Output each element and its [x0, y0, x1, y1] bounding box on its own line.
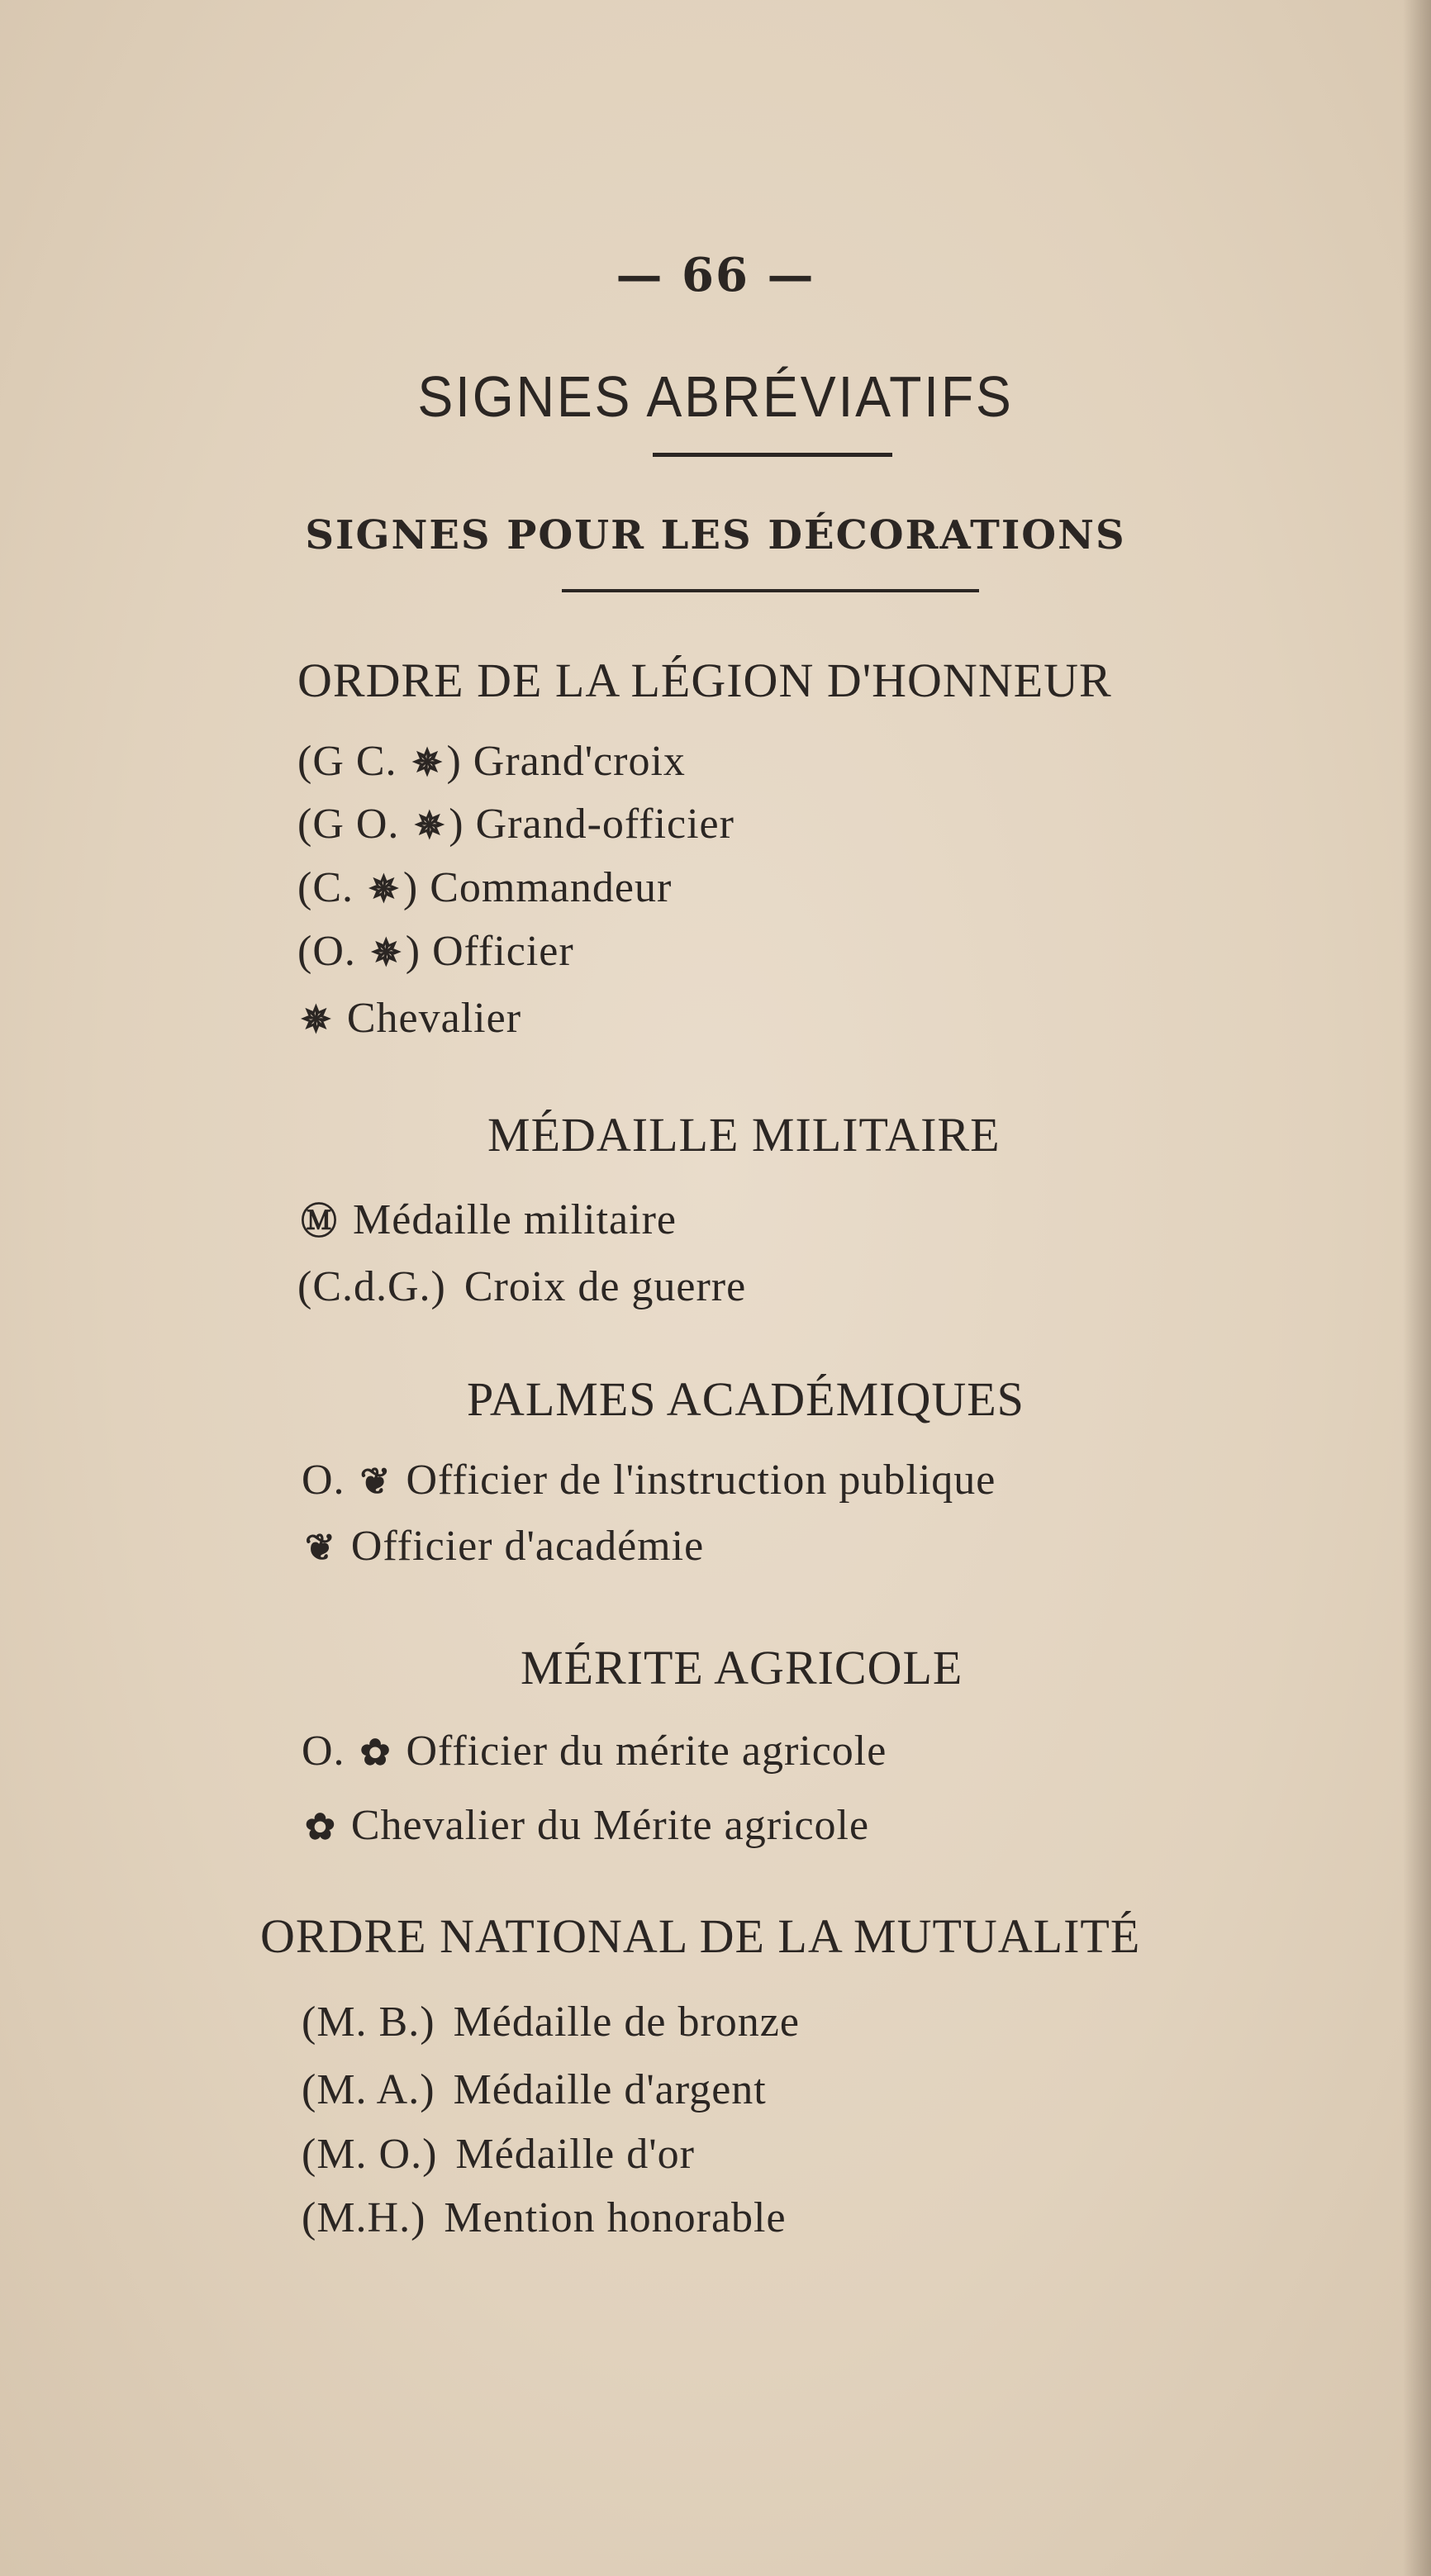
heading-palmes-academiques: PALMES ACADÉMIQUES: [467, 1372, 1025, 1426]
entry-label: Médaille d'or: [455, 2131, 695, 2178]
entry-label: Mention honorable: [444, 2194, 787, 2241]
legion-cross-icon: ✵: [368, 869, 400, 910]
entry-abbr: (G O.: [297, 801, 411, 848]
heading-legion-honneur: ORDRE DE LA LÉGION D'HONNEUR: [297, 654, 1112, 707]
entry-chevalier-merite: [302, 1801, 869, 1850]
entry-label: Croix de guerre: [464, 1263, 747, 1310]
heading-medaille-militaire: MÉDAILLE MILITAIRE: [487, 1108, 1001, 1162]
section-subtitle: SIGNES POUR LES DÉCORATIONS: [305, 512, 1126, 558]
entry-grand-croix: [297, 737, 686, 786]
entry-abbr: (M.H.): [302, 2194, 426, 2241]
entry-abbr: (M. O.): [302, 2131, 438, 2178]
agricultural-merit-icon: ✿: [359, 1732, 392, 1773]
entry-label: Médaille de bronze: [453, 1999, 800, 2046]
entry-label: Chevalier: [346, 995, 522, 1042]
entry-label: Chevalier du Mérite agricole: [350, 1802, 870, 1849]
legion-cross-icon: ✵: [411, 743, 444, 783]
entry-officier-merite: [302, 1727, 887, 1775]
entry-label: Grand-officier: [475, 801, 735, 848]
entry-label: Médaille militaire: [353, 1196, 677, 1243]
legion-cross-icon: ✵: [414, 806, 446, 846]
entry-label: Grand'croix: [473, 738, 686, 785]
entry-abbr: (G C.: [297, 738, 409, 785]
entry-abbr: (M. A.): [302, 2066, 435, 2113]
entry-label: Officier: [432, 928, 574, 975]
entry-abbr-close: ): [402, 864, 419, 911]
legion-cross-icon: ✵: [301, 1000, 332, 1040]
entry-medaille-bronze: [302, 1998, 800, 2046]
entry-medaille-or: [302, 2130, 695, 2179]
entry-abbr: (C.d.G.): [297, 1263, 446, 1310]
entry-medaille-militaire: [297, 1191, 677, 1244]
page-number: — 66 —: [616, 248, 815, 302]
entry-abbr: O.: [302, 1457, 357, 1504]
entry-grand-officier: [297, 800, 735, 848]
entry-medaille-argent: [302, 2065, 767, 2114]
entry-officier-instruction: [302, 1456, 996, 1504]
entry-label: Officier du mérite agricole: [406, 1728, 887, 1775]
entry-chevalier: [297, 994, 521, 1043]
entry-abbr-close: ): [449, 801, 464, 848]
entry-label: Officier de l'instruction publique: [406, 1457, 996, 1504]
title-rule: [653, 453, 892, 457]
entry-abbr: (M. B.): [302, 1999, 435, 2046]
entry-abbr-close: ): [405, 928, 421, 975]
entry-label: Commandeur: [430, 864, 673, 911]
subtitle-rule: [562, 589, 979, 592]
entry-abbr: (O.: [297, 928, 368, 975]
heading-merite-agricole: MÉRITE AGRICOLE: [521, 1641, 963, 1694]
academic-palms-icon: ❦: [359, 1461, 392, 1502]
entry-label: Médaille d'argent: [453, 2066, 767, 2113]
legion-cross-icon: ✵: [370, 933, 402, 973]
page-edge-shadow: [1403, 0, 1431, 2576]
military-medal-icon: Ⓜ: [301, 1201, 338, 1242]
heading-ordre-mutualite: ORDRE NATIONAL DE LA MUTUALITÉ: [260, 1909, 1141, 1963]
entry-label: Officier d'académie: [350, 1523, 705, 1570]
entry-officier-academie: [302, 1522, 704, 1571]
entry-mention-honorable: [302, 2193, 787, 2242]
entry-abbr: (C.: [297, 864, 365, 911]
entry-commandeur: [297, 863, 672, 912]
academic-palms-icon: ❦: [305, 1528, 336, 1568]
entry-abbr: O.: [302, 1728, 357, 1775]
entry-officier: [297, 927, 574, 976]
entry-abbr-close: ): [446, 738, 462, 785]
entry-croix-de-guerre: [297, 1262, 746, 1311]
agricultural-merit-icon: ✿: [305, 1807, 336, 1847]
page-title: SIGNES ABRÉVIATIFS: [417, 364, 1014, 429]
